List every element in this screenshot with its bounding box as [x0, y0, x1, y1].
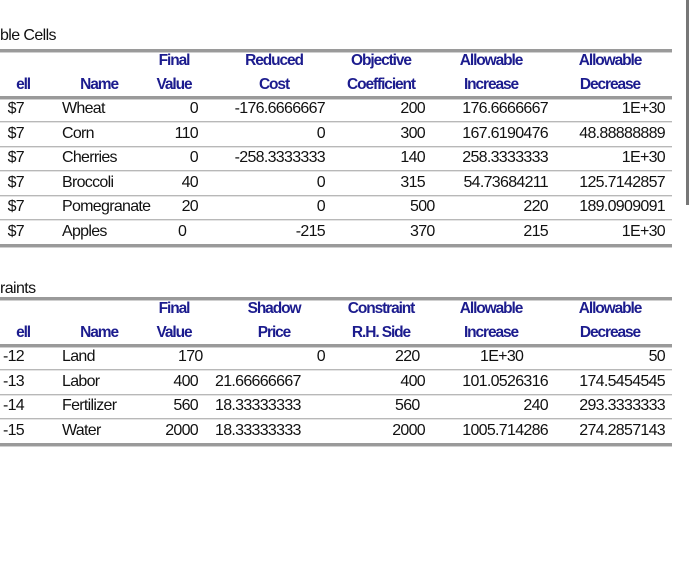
row-divider [0, 244, 672, 248]
table-cell: 125.7142857 [579, 173, 665, 191]
table-cell: 189.0909091 [579, 198, 665, 215]
table-cell: 293.3333333 [579, 397, 665, 414]
column-header-line2: R.H. Side [351, 324, 411, 341]
column-header-line2: Cost [258, 76, 290, 93]
table-cell: 21.66666667 [215, 372, 301, 390]
column-header-line2: Decrease [579, 324, 641, 341]
column-header-line1: Final [158, 52, 190, 69]
table-cell: 2000 [392, 421, 425, 439]
table-cell: Pomegranate [62, 198, 151, 215]
table-cell: 170 [178, 348, 203, 365]
table-cell: 0 [316, 173, 325, 191]
table-cell: Cherries [62, 149, 117, 166]
row-divider [0, 121, 672, 123]
row-divider [0, 394, 672, 396]
table-cell: Land [62, 348, 95, 365]
table-cell: 560 [173, 397, 198, 414]
table-cell: Apples [62, 222, 107, 240]
table-cell: 0 [316, 124, 325, 142]
table-cell: -258.3333333 [234, 149, 325, 166]
table-cell: 1005.714286 [462, 421, 548, 439]
table-cell: 1E+30 [480, 348, 524, 365]
table-cell: 240 [523, 397, 548, 414]
table-cell: 1E+30 [621, 222, 665, 240]
column-header-line2: ell [16, 324, 30, 341]
row-divider [0, 369, 672, 371]
table-cell: 315 [400, 173, 425, 191]
table-cell: 0 [178, 222, 187, 240]
table-cell: Wheat [62, 100, 105, 117]
table-cell: 400 [400, 372, 425, 390]
column-header-line2: Value [156, 76, 192, 93]
table-cell: 40 [181, 173, 198, 191]
column-header-line2: Coefficient [347, 76, 415, 93]
table-cell: 167.6190476 [462, 124, 548, 142]
row-divider [0, 195, 672, 197]
row-divider [0, 443, 672, 447]
column-header-line1: Allowable [578, 300, 642, 317]
table-cell: $7 [7, 124, 24, 142]
table-cell: -15 [2, 421, 24, 439]
table-cell: 176.6666667 [462, 100, 548, 117]
table-cell: Water [62, 421, 101, 439]
table-cell: Broccoli [62, 173, 114, 191]
scrollbar[interactable] [686, 0, 689, 205]
table-cell: 0 [316, 348, 325, 365]
table-cell: 54.73684211 [463, 173, 548, 191]
table-cell: 1E+30 [621, 100, 665, 117]
table-cell: 370 [410, 222, 435, 240]
column-header-line1: Reduced [245, 52, 303, 69]
table-cell: 500 [410, 198, 435, 215]
table-cell: 18.33333333 [215, 397, 301, 414]
table-cell: 215 [523, 222, 548, 240]
table-cell: 220 [395, 348, 420, 365]
column-header-line1: Allowable [459, 300, 523, 317]
table-cell: 20 [181, 198, 198, 215]
table-cell: $7 [7, 222, 24, 240]
row-divider [0, 418, 672, 420]
table-cell: 560 [395, 397, 420, 414]
column-header-line2: Value [156, 324, 192, 341]
table-cell: 274.2857143 [579, 421, 665, 439]
table-cell: -14 [2, 397, 24, 414]
table-cell: 220 [523, 198, 548, 215]
column-header-line2: Name [80, 324, 118, 341]
table-cell: Corn [62, 124, 94, 142]
table-cell: 200 [400, 100, 425, 117]
row-divider [0, 146, 672, 148]
column-header-line1: Allowable [459, 52, 523, 69]
table-cell: 48.88888889 [579, 124, 665, 142]
row-divider [0, 170, 672, 172]
table-cell: 140 [400, 149, 425, 166]
table-cell: 0 [189, 149, 198, 166]
table-cell: 0 [316, 198, 325, 215]
table-cell: -176.6666667 [234, 100, 325, 117]
table-cell: $7 [7, 100, 24, 117]
table-cell: $7 [7, 173, 24, 191]
table-cell: 2000 [165, 421, 198, 439]
column-header-line2: Name [80, 76, 118, 93]
column-header-line2: Increase [463, 324, 519, 341]
row-divider [0, 219, 672, 221]
column-header-line1: Final [158, 300, 190, 317]
column-header-line2: Decrease [579, 76, 641, 93]
column-header-line2: ell [16, 76, 30, 93]
column-header-line1: Allowable [578, 52, 642, 69]
table-cell: -215 [295, 222, 325, 240]
table-cell: -12 [2, 348, 24, 365]
constraints-title: raints [0, 280, 36, 297]
table-cell: 101.0526316 [462, 372, 548, 390]
column-header-line2: Price [257, 324, 291, 341]
table-cell: 0 [189, 100, 198, 117]
table-cell: 400 [173, 372, 198, 390]
table-cell: Fertilizer [62, 397, 117, 414]
column-header-line1: Constraint [347, 300, 415, 317]
column-header-line1: Shadow [247, 300, 301, 317]
table-cell: 18.33333333 [215, 421, 301, 439]
table-cell: $7 [7, 198, 24, 215]
column-header-line1: Objective [351, 52, 411, 69]
variable-cells-title: ble Cells [0, 27, 56, 44]
table-cell: 50 [648, 348, 665, 365]
table-cell: 300 [400, 124, 425, 142]
table-cell: -13 [2, 372, 24, 390]
table-cell: 174.5454545 [579, 372, 665, 390]
column-header-line2: Increase [463, 76, 519, 93]
table-cell: Labor [62, 372, 100, 390]
table-cell: $7 [7, 149, 24, 166]
table-cell: 258.3333333 [462, 149, 548, 166]
table-cell: 1E+30 [621, 149, 665, 166]
table-cell: 110 [174, 124, 198, 142]
